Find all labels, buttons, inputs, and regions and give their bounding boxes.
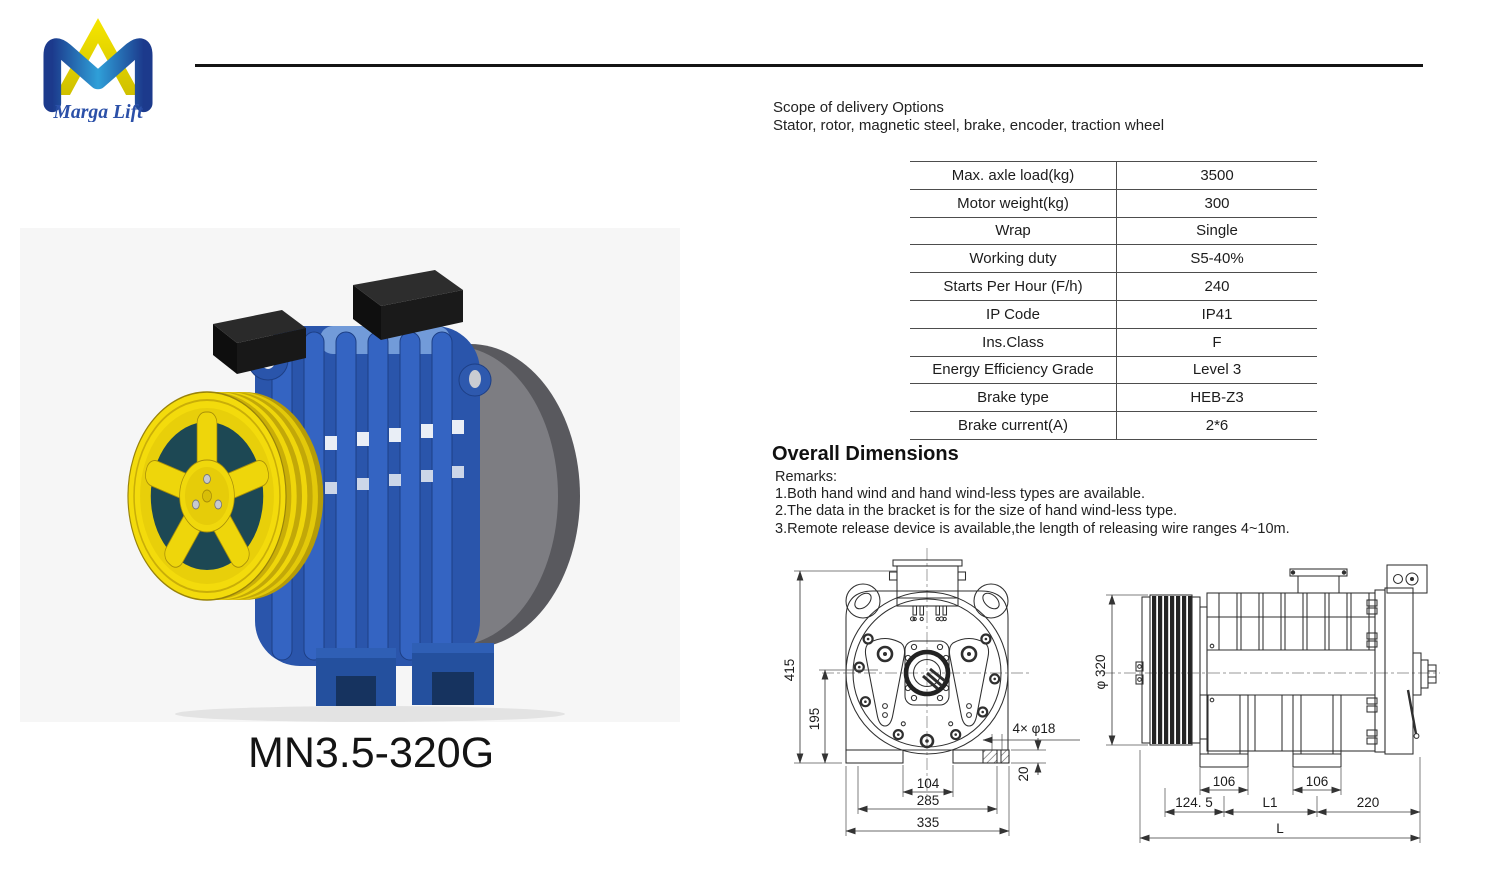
spec-value: F	[1117, 328, 1318, 356]
spec-label: Brake type	[910, 384, 1117, 412]
dim-195: 195	[807, 707, 822, 731]
product-photo	[20, 228, 680, 722]
table-row	[910, 384, 1317, 412]
spec-value: IP41	[1117, 300, 1318, 328]
overall-dimensions-title: Overall Dimensions	[772, 443, 959, 465]
remark-item-3: 3.Remote release device is available,the length of releasing wire ranges 4~10m.	[775, 520, 1290, 537]
spec-label: Ins.Class	[910, 328, 1117, 356]
brand-logo	[28, 14, 168, 122]
table-row	[910, 217, 1317, 245]
remark-item-2: 2.The data in the bracket is for the size of hand wind-less type.	[775, 503, 1178, 520]
dim-l1: L1	[1262, 795, 1278, 810]
table-row	[910, 356, 1317, 384]
spec-label: Working duty	[910, 245, 1117, 273]
spec-label: IP Code	[910, 300, 1117, 328]
header-rule	[195, 64, 1423, 67]
spec-value: 2*6	[1117, 412, 1318, 440]
dim-285: 285	[916, 793, 940, 808]
dim-124-5: 124. 5	[1175, 795, 1213, 810]
spec-label: Energy Efficiency Grade	[910, 356, 1117, 384]
spec-value: 300	[1117, 189, 1318, 217]
table-row	[910, 328, 1317, 356]
remarks-title: Remarks:	[775, 469, 838, 485]
spec-value: Level 3	[1117, 356, 1318, 384]
front-view-drawing	[770, 548, 1110, 868]
remark-item-1: 1.Both hand wind and hand wind-less types are available.	[775, 486, 1145, 503]
table-row	[910, 300, 1317, 328]
brand-name: Marga Lift	[53, 100, 143, 122]
spec-label: Starts Per Hour (F/h)	[910, 273, 1117, 301]
photo-shadow	[175, 706, 565, 722]
dim-foot-right-106: 106	[1305, 774, 1329, 789]
scope-line-2: Stator, rotor, magnetic steel, brake, encoder, traction wheel	[773, 117, 1165, 134]
spec-label: Max. axle load(kg)	[910, 162, 1117, 190]
dim-335: 335	[916, 815, 940, 830]
spec-table	[910, 161, 1317, 440]
spec-value: Single	[1117, 217, 1318, 245]
table-row	[910, 412, 1317, 440]
spec-value: 3500	[1117, 162, 1318, 190]
spec-value: S5-40%	[1117, 245, 1318, 273]
spec-value: HEB-Z3	[1117, 384, 1318, 412]
table-row	[910, 189, 1317, 217]
side-view-drawing	[1095, 550, 1445, 872]
dim-foot-left-106: 106	[1212, 774, 1236, 789]
dim-20: 20	[1016, 766, 1031, 782]
spec-label: Motor weight(kg)	[910, 189, 1117, 217]
dim-415: 415	[782, 658, 797, 682]
dim-l: L	[1276, 821, 1284, 836]
spec-label: Brake current(A)	[910, 412, 1117, 440]
spec-label: Wrap	[910, 217, 1117, 245]
model-label: MN3.5-320G	[248, 729, 495, 777]
dim-holes: 4× φ18	[1012, 721, 1056, 736]
dim-220: 220	[1356, 795, 1380, 810]
table-row	[910, 273, 1317, 301]
remarks-block	[775, 469, 1290, 538]
scope-of-delivery	[773, 99, 1164, 135]
table-row	[910, 162, 1317, 190]
dim-sheave-diameter: φ 320	[1093, 654, 1108, 690]
spec-value: 240	[1117, 273, 1318, 301]
dim-104: 104	[916, 776, 940, 791]
scope-line-1: Scope of delivery Options	[773, 99, 944, 116]
traction-sheave-image	[128, 392, 323, 600]
table-row	[910, 245, 1317, 273]
